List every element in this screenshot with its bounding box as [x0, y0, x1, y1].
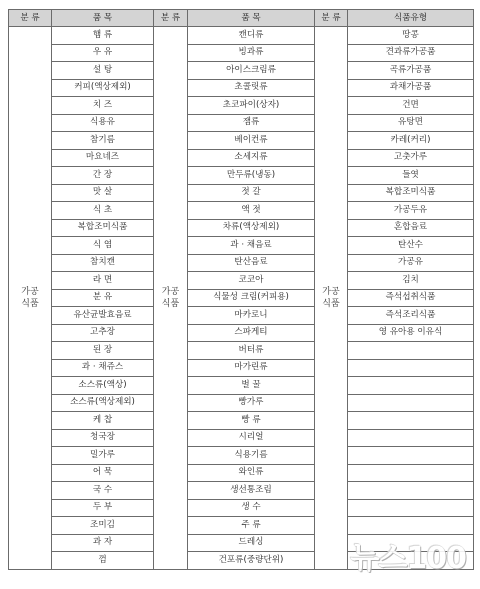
item-cell: 코코아	[188, 272, 315, 290]
item-cell: 분 유	[52, 289, 154, 307]
table-row	[9, 132, 474, 150]
item-cell: 라 면	[52, 272, 154, 290]
food-type-cell: 김치	[348, 272, 474, 290]
table-row	[9, 359, 474, 377]
item-cell: 청국장	[52, 429, 154, 447]
item-cell: 벌 꿀	[188, 377, 315, 395]
item-cell: 두 부	[52, 499, 154, 517]
food-type-cell: 혼합음료	[348, 219, 474, 237]
table-row	[9, 517, 474, 535]
item-cell: 식 초	[52, 202, 154, 220]
item-cell: 액 젓	[188, 202, 315, 220]
item-cell: 식 염	[52, 237, 154, 255]
empty-cell	[348, 482, 474, 500]
table-row	[9, 482, 474, 500]
empty-cell	[348, 517, 474, 535]
table-row	[9, 149, 474, 167]
empty-cell	[348, 447, 474, 465]
empty-cell	[348, 342, 474, 360]
food-type-cell: 즉석섭취식품	[348, 289, 474, 307]
food-type-cell: 유탕면	[348, 114, 474, 132]
table-row	[9, 167, 474, 185]
header-row	[9, 10, 474, 27]
item-cell: 건포류(중량단위)	[188, 552, 315, 570]
food-type-cell: 고춧가루	[348, 149, 474, 167]
item-cell: 버터류	[188, 342, 315, 360]
news-logo-watermark: 뉴스100	[350, 541, 466, 576]
table-row	[9, 27, 474, 45]
item-cell: 드레싱	[188, 534, 315, 552]
table-row	[9, 377, 474, 395]
food-type-cell: 가공유	[348, 254, 474, 272]
header-category-3: 분 류	[315, 10, 348, 27]
table-row	[9, 272, 474, 290]
table-row	[9, 202, 474, 220]
item-cell: 빵 류	[188, 412, 315, 430]
table-row	[9, 447, 474, 465]
item-cell: 된 장	[52, 342, 154, 360]
empty-cell	[348, 377, 474, 395]
item-cell: 만두류(냉동)	[188, 167, 315, 185]
table-row	[9, 184, 474, 202]
item-cell: 햄 류	[52, 27, 154, 45]
food-type-cell: 카레(커리)	[348, 132, 474, 150]
item-cell: 초콜릿류	[188, 79, 315, 97]
item-cell: 탄산음료	[188, 254, 315, 272]
item-cell: 마가린류	[188, 359, 315, 377]
item-cell: 국 수	[52, 482, 154, 500]
category-cell-2: 가공 식품	[154, 27, 188, 570]
table-row	[9, 429, 474, 447]
item-cell: 잼류	[188, 114, 315, 132]
table-row	[9, 412, 474, 430]
header-category-1: 분 류	[9, 10, 52, 27]
item-cell: 마카로니	[188, 307, 315, 325]
table-row	[9, 307, 474, 325]
table-row	[9, 62, 474, 80]
item-cell: 소스류(액상제외)	[52, 394, 154, 412]
table-row	[9, 342, 474, 360]
table-row	[9, 254, 474, 272]
item-cell: 밀가루	[52, 447, 154, 465]
table-row	[9, 289, 474, 307]
item-cell: 젓 갈	[188, 184, 315, 202]
table-row	[9, 219, 474, 237]
item-cell: 어 묵	[52, 464, 154, 482]
header-category-2: 분 류	[154, 10, 188, 27]
table-row	[9, 394, 474, 412]
food-type-cell: 복합조미식품	[348, 184, 474, 202]
item-cell: 초코파이(상자)	[188, 97, 315, 115]
item-cell: 스파게티	[188, 324, 315, 342]
food-type-cell: 견과류가공품	[348, 44, 474, 62]
item-cell: 소스류(액상)	[52, 377, 154, 395]
table-row	[9, 97, 474, 115]
item-cell: 빙과류	[188, 44, 315, 62]
item-cell: 커피(액상제외)	[52, 79, 154, 97]
product-table	[8, 9, 474, 570]
item-cell: 유산균발효음료	[52, 307, 154, 325]
empty-cell	[348, 412, 474, 430]
table-row	[9, 114, 474, 132]
header-item-2: 품 목	[188, 10, 315, 27]
food-type-cell: 가공두유	[348, 202, 474, 220]
item-cell: 우 유	[52, 44, 154, 62]
item-cell: 참치캔	[52, 254, 154, 272]
table-row	[9, 79, 474, 97]
empty-cell	[348, 394, 474, 412]
food-type-cell: 영 유아용 이유식	[348, 324, 474, 342]
header-item-1: 품 목	[52, 10, 154, 27]
item-cell: 빵가루	[188, 394, 315, 412]
empty-cell	[348, 429, 474, 447]
food-type-cell: 들엿	[348, 167, 474, 185]
item-cell: 식용유	[52, 114, 154, 132]
item-cell: 주 류	[188, 517, 315, 535]
item-cell: 설 탕	[52, 62, 154, 80]
food-type-cell: 즉석조리식품	[348, 307, 474, 325]
item-cell: 시리얼	[188, 429, 315, 447]
item-cell: 마요네즈	[52, 149, 154, 167]
item-cell: 껌	[52, 552, 154, 570]
item-cell: 과 · 채쥬스	[52, 359, 154, 377]
empty-cell	[348, 359, 474, 377]
item-cell: 식물성 크림(커피용)	[188, 289, 315, 307]
header-food-type: 식품유형	[348, 10, 474, 27]
food-type-cell: 건면	[348, 97, 474, 115]
item-cell: 생선통조림	[188, 482, 315, 500]
empty-cell	[348, 464, 474, 482]
table-row	[9, 499, 474, 517]
table-row	[9, 237, 474, 255]
item-cell: 복합조미식품	[52, 219, 154, 237]
item-cell: 케 찹	[52, 412, 154, 430]
food-type-cell: 땅콩	[348, 27, 474, 45]
item-cell: 차류(액상제외)	[188, 219, 315, 237]
empty-cell	[348, 499, 474, 517]
item-cell: 참기름	[52, 132, 154, 150]
item-cell: 고추장	[52, 324, 154, 342]
category-cell-3: 가공 식품	[315, 27, 348, 570]
food-type-cell: 곡류가공품	[348, 62, 474, 80]
food-type-cell: 과채가공품	[348, 79, 474, 97]
item-cell: 생 수	[188, 499, 315, 517]
item-cell: 아이스크림류	[188, 62, 315, 80]
item-cell: 베이컨류	[188, 132, 315, 150]
food-type-cell: 탄산수	[348, 237, 474, 255]
item-cell: 과 자	[52, 534, 154, 552]
table-row	[9, 464, 474, 482]
category-cell-1: 가공 식품	[9, 27, 52, 570]
item-cell: 소세지류	[188, 149, 315, 167]
item-cell: 캔디류	[188, 27, 315, 45]
item-cell: 간 장	[52, 167, 154, 185]
table-row	[9, 324, 474, 342]
item-cell: 와인류	[188, 464, 315, 482]
table-row	[9, 44, 474, 62]
item-cell: 맛 살	[52, 184, 154, 202]
item-cell: 과 · 채음료	[188, 237, 315, 255]
item-cell: 식용기름	[188, 447, 315, 465]
item-cell: 치 즈	[52, 97, 154, 115]
item-cell: 조미김	[52, 517, 154, 535]
